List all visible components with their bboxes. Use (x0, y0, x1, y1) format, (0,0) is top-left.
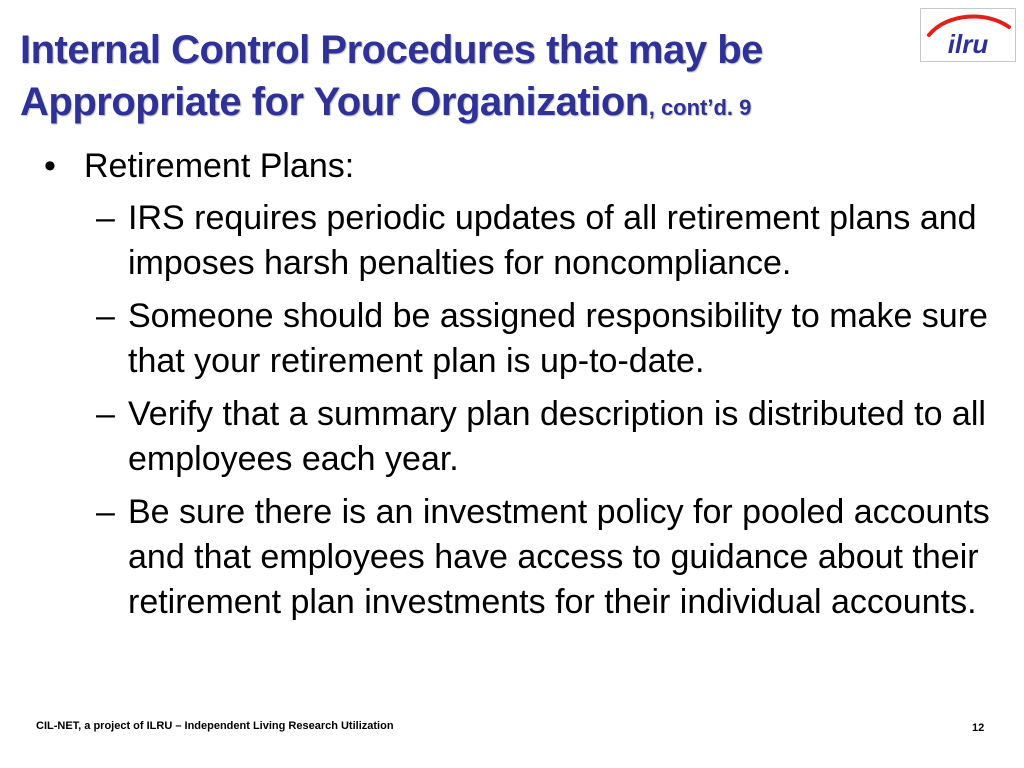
logo-text: ilru (947, 29, 989, 59)
footer-text: CIL-NET, a project of ILRU – Independent Living Research Utilization (36, 720, 394, 732)
sub-bullet-list (96, 196, 996, 633)
sub-item (96, 294, 996, 384)
sub-item (96, 490, 996, 625)
sub-marker: – (96, 395, 115, 433)
title-line-2: Appropriate for Your Organization (20, 80, 649, 124)
sub-item (96, 196, 996, 286)
sub-marker: – (96, 493, 115, 531)
bullet-marker: • (44, 147, 56, 185)
bullet-text: Retirement Plans: (84, 147, 355, 185)
title-line-1: Internal Control Procedures that may be (20, 28, 763, 72)
sub-item-text: Verify that a summary plan description is distributed to all employees each year. (128, 395, 986, 478)
sub-item-text: Someone should be assigned responsibility to make sure that your retirement plan is up-to-date. (128, 297, 988, 380)
sub-marker: – (96, 199, 115, 237)
sub-item (96, 392, 996, 482)
slide-title (20, 24, 920, 134)
page-number: 12 (972, 722, 985, 734)
sub-item-text: IRS requires periodic updates of all retirement plans and imposes harsh penalties for noncompliance. (128, 199, 977, 282)
sub-marker: – (96, 297, 115, 335)
sub-item-text: Be sure there is an investment policy for pooled accounts and that employees have access to guidance about their retirement plan investments for their individual accounts. (128, 493, 990, 621)
title-suffix: , cont’d. 9 (648, 95, 752, 120)
ilru-logo (920, 8, 1016, 62)
